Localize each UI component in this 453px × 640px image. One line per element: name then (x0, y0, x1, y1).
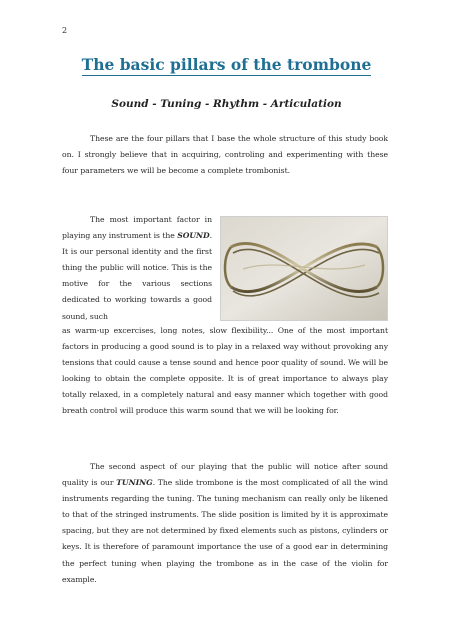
sound-paragraph-bottom: as warm-up excercises, long notes, slow flexibility... One of the most important factors in producing a good sound is to play in a relaxed way without provoking any tensions that could cause a tense sound and hence poor quality of sound. We will be looking to obtain the complete opposite. It is of great importance to always play totally relaxed, in a completely natural and easy manner which together with good breath control will produce this warm sound that we will be looking for. (62, 326, 388, 416)
page-subtitle: Sound - Tuning - Rhythm - Articulation (111, 98, 342, 110)
page-title-text: The basic pillars of the trombone (81, 55, 372, 74)
sound-paragraph-text: The most important factor in playing any instrument is the (62, 215, 212, 241)
trombone-slides-photo (220, 216, 388, 321)
tuning-paragraph (62, 459, 388, 588)
sound-paragraph-top (62, 212, 212, 325)
intro-paragraph: These are the four pillars that I base the whole structure of this study book on. I strongly believe that in acquiring, controling and experimenting with these four parameters we will be become a complete trombonist. (62, 134, 388, 176)
tuning-paragraph-text: The second aspect of our playing that the public will notice after sound quality is our (62, 462, 388, 488)
page-number: 2 (62, 26, 68, 35)
page-title (0, 55, 453, 74)
sound-paragraph-text-cont: . It is our personal identity and the first thing the public will notice. This is the motive for the various sections dedicated to working towards a good sound, such (62, 231, 212, 321)
tuning-paragraph-text-cont: . The slide trombone is the most complicated of all the wind instruments regarding the tuning. The tuning mechanism can really only be likened to that of the stringed instruments. The slide position is limited by it is approximate spacing, but they are not determined by fixed elements such as pistons, cylinders or keys. It is therefore of paramount importance the use of a good ear in determining the perfect tuning when playing the trombone as in the case of the violin for example. (62, 478, 389, 584)
sound-keyword: SOUND (177, 231, 210, 241)
tuning-keyword: TUNING (116, 478, 153, 488)
